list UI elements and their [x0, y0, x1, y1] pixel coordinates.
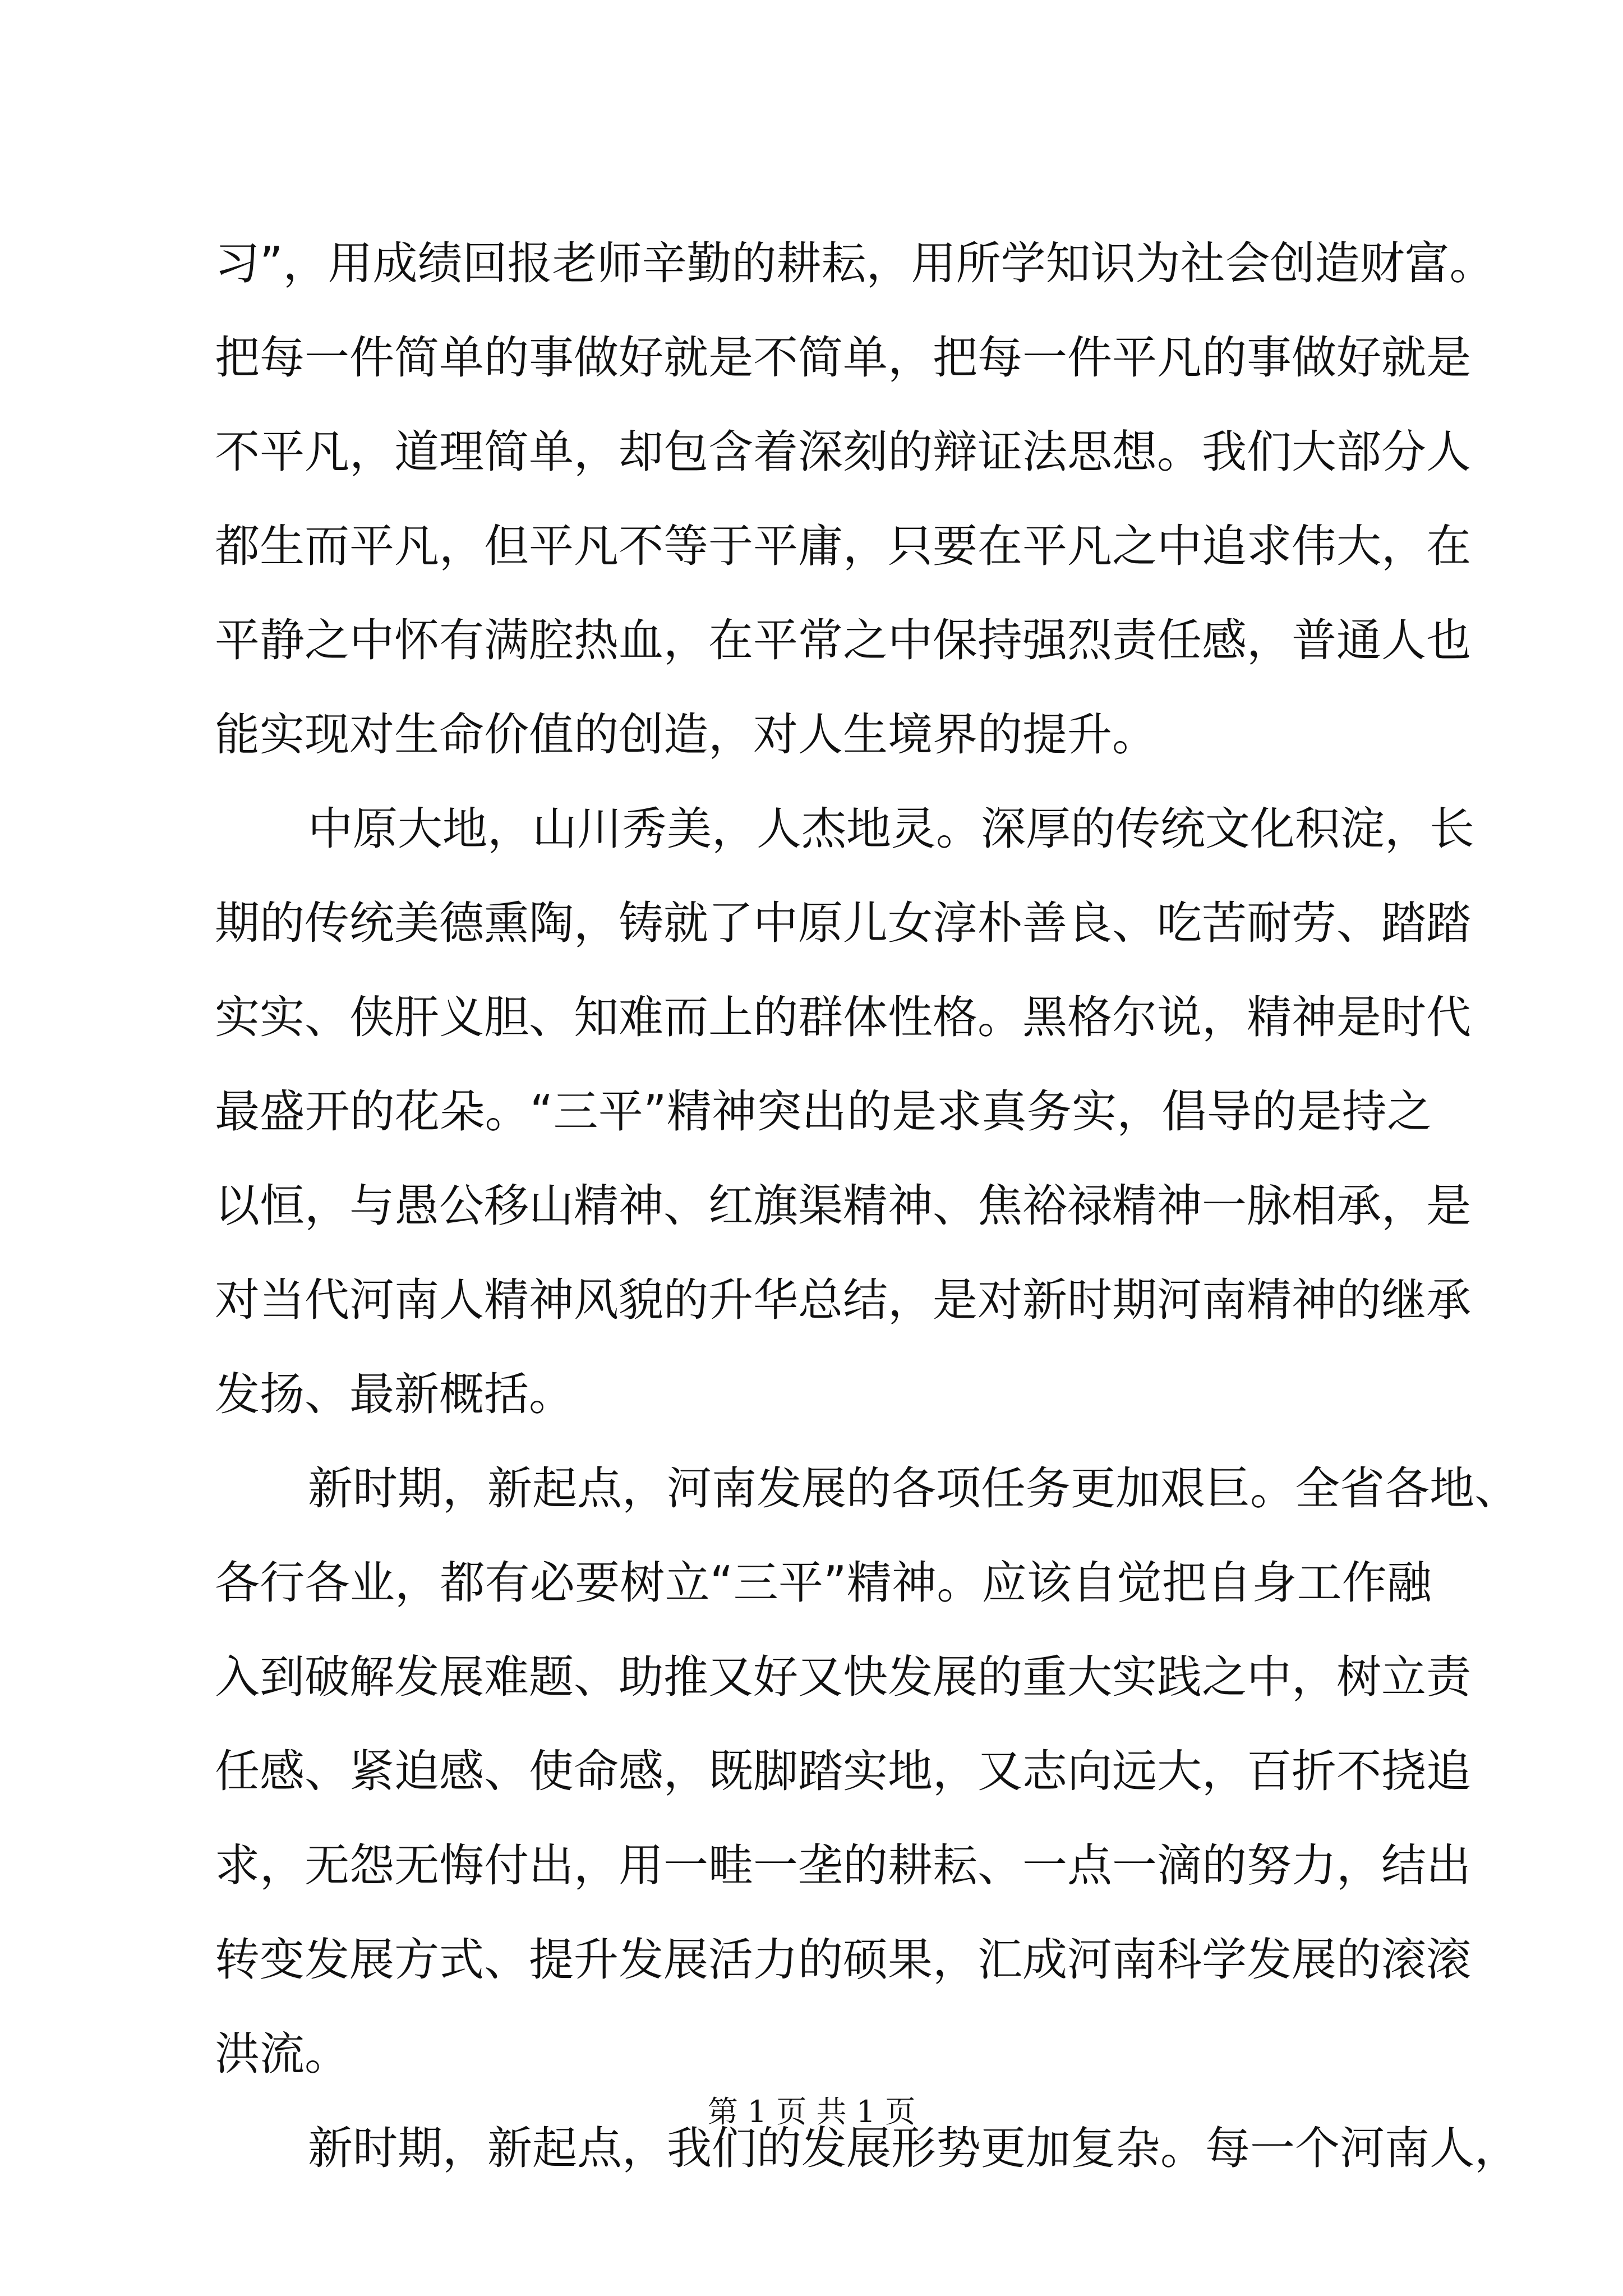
- text-line: 都生而平凡，但平凡不等于平庸，只要在平凡之中追求伟大，在: [215, 520, 1471, 572]
- text-line: 期的传统美德熏陶，铸就了中原儿女淳朴善良、吃苦耐劳、踏踏: [215, 897, 1471, 949]
- text-line: 以恒，与愚公移山精神、红旗渠精神、焦裕禄精神一脉相承，是: [215, 1180, 1471, 1232]
- text-line: 对当代河南人精神风貌的升华总结，是对新时期河南精神的继承: [215, 1274, 1471, 1326]
- text-line: 最盛开的花朵。“三平”精神突出的是求真务实，倡导的是持之: [215, 1085, 1432, 1138]
- text-line: 能实现对生命价值的创造，对人生境界的提升。: [215, 708, 1157, 761]
- text-line: 入到破解发展难题、助推又好又快发展的重大实践之中，树立责: [215, 1651, 1471, 1703]
- text-line: 新时期，新起点，河南发展的各项任务更加艰巨。全省各地、: [308, 1462, 1519, 1515]
- text-line: 把每一件简单的事做好就是不简单，把每一件平凡的事做好就是: [215, 332, 1471, 384]
- text-line: 新时期，新起点，我们的发展形势更加复杂。每一个河南人，: [308, 2122, 1519, 2174]
- text-line: 实实、侠肝义胆、知难而上的群体性格。黑格尔说，精神是时代: [215, 991, 1471, 1043]
- text-line: 洪流。: [215, 2028, 349, 2080]
- text-line: 任感、紧迫感、使命感，既脚踏实地，又志向远大，百折不挠追: [215, 1745, 1471, 1797]
- page-footer: 第 1 页 共 1 页: [707, 2094, 916, 2129]
- text-line: 各行各业，都有必要树立“三平”精神。应该自觉把自身工作融: [215, 1557, 1432, 1609]
- text-line: 不平凡，道理简单，却包含着深刻的辩证法思想。我们大部分人: [215, 426, 1471, 478]
- text-line: 习”，用成绩回报老师辛勤的耕耘，用所学知识为社会创造财富。: [215, 237, 1495, 289]
- text-line: 中原大地，山川秀美，人杰地灵。深厚的传统文化积淀，长: [308, 803, 1474, 855]
- text-line: 求，无怨无悔付出，用一畦一垄的耕耘、一点一滴的努力，结出: [215, 1839, 1471, 1892]
- text-line: 转变发展方式、提升发展活力的硕果，汇成河南科学发展的滚滚: [215, 1934, 1471, 1986]
- text-line: 发扬、最新概括。: [215, 1368, 574, 1420]
- text-line: 平静之中怀有满腔热血，在平常之中保持强烈责任感，普通人也: [215, 614, 1471, 666]
- body-text: [215, 217, 1519, 2196]
